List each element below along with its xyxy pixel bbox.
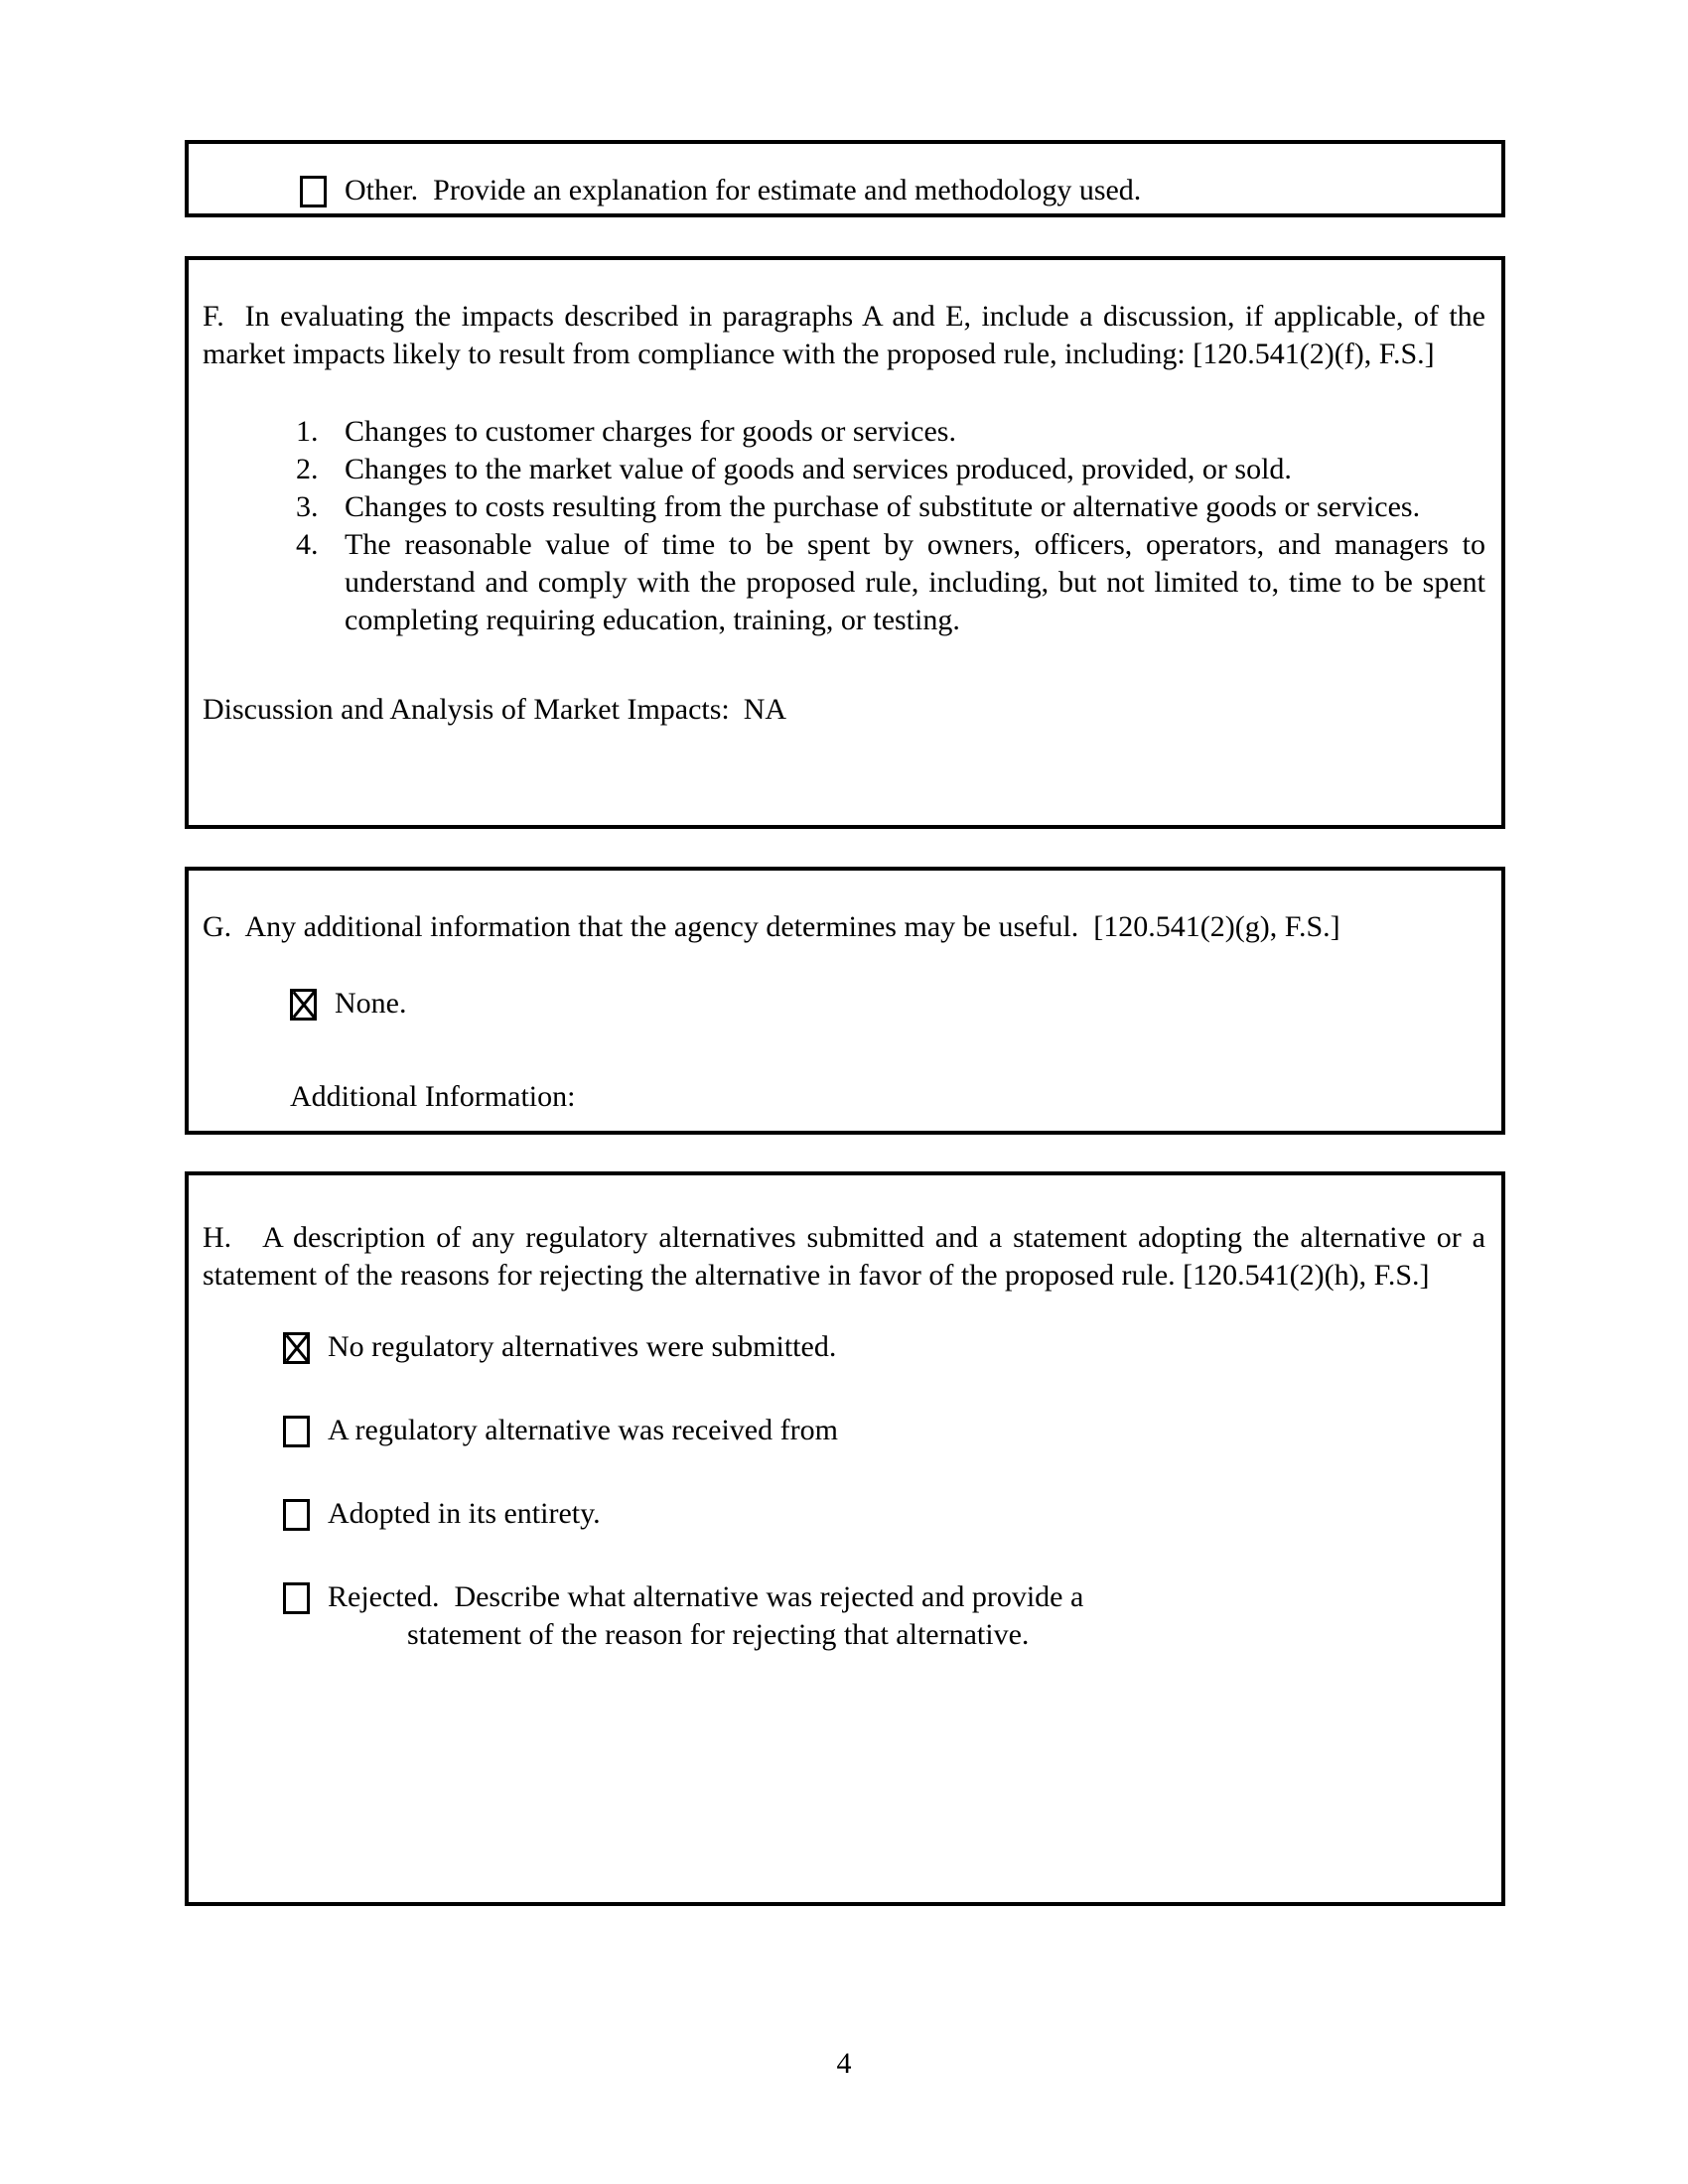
page-number: 4 <box>836 2047 852 2080</box>
other-checkbox[interactable] <box>300 176 327 207</box>
list-item-number: 2. <box>296 453 319 485</box>
adopted-checkbox[interactable] <box>283 1499 310 1531</box>
alternative-received-option-row <box>283 1412 1485 1449</box>
no-alternatives-label: No regulatory alternatives were submitted. <box>328 1330 837 1363</box>
rejected-label <box>328 1578 1083 1654</box>
rejected-label-line2: statement of the reason for rejecting that alternative. <box>407 1618 1030 1651</box>
rejected-checkbox[interactable] <box>283 1582 310 1614</box>
list-item-text: Changes to costs resulting from the purchase of substitute or alternative goods or services. <box>345 490 1421 523</box>
none-option-row <box>290 985 1485 1023</box>
rejected-option-row <box>283 1578 1485 1654</box>
alternative-received-checkbox[interactable] <box>283 1416 310 1447</box>
section-h-heading: H. A description of any regulatory alternatives submitted and a statement adopting the alternative or a statement of the reasons for rejecting the alternative in favor of the proposed rule. [120.541(2)(h), F.S.] <box>203 1221 1485 1292</box>
list-item <box>296 526 1485 639</box>
list-item-text: The reasonable value of time to be spent by owners, officers, operators, and managers to understand and comply with the proposed rule, including, but not limited to, time to be spent completing requiring education, training, or testing. <box>345 528 1485 636</box>
other-estimate-box <box>185 140 1505 217</box>
market-impacts-list <box>296 413 1485 639</box>
other-option-row <box>300 172 1141 209</box>
section-g-heading: G. Any additional information that the agency determines may be useful. [120.541(2)(g), F.S.] <box>203 910 1340 943</box>
discussion-line <box>203 691 1485 729</box>
discussion-label: Discussion and Analysis of Market Impacts: <box>203 693 730 726</box>
list-item <box>296 413 1485 451</box>
adopted-label: Adopted in its entirety. <box>328 1497 601 1530</box>
rejected-label-line1: Rejected. Describe what alternative was rejected and provide a <box>328 1580 1084 1613</box>
none-checkbox[interactable] <box>290 989 317 1021</box>
list-item-number: 4. <box>296 528 319 561</box>
section-f-heading: F. In evaluating the impacts described in paragraphs A and E, include a discussion, if applicable, of the market impacts likely to result from compliance with the proposed rule, including: [120.541(2)(f), F.S.] <box>203 300 1485 370</box>
list-item-text: Changes to the market value of goods and services produced, provided, or sold. <box>345 453 1292 485</box>
alternative-received-label: A regulatory alternative was received from <box>328 1414 838 1446</box>
none-checkbox-label: None. <box>335 987 407 1020</box>
list-item-number: 3. <box>296 490 319 523</box>
discussion-value: NA <box>743 693 787 726</box>
other-checkbox-label: Other. Provide an explanation for estimate and methodology used. <box>345 174 1142 206</box>
additional-information-label: Additional Information: <box>290 1080 576 1113</box>
section-f-box <box>185 256 1505 829</box>
list-item <box>296 488 1485 526</box>
list-item-text: Changes to customer charges for goods or services. <box>345 415 956 448</box>
no-alternatives-option-row <box>283 1328 1485 1366</box>
list-item <box>296 451 1485 488</box>
adopted-option-row <box>283 1495 1485 1533</box>
list-item-number: 1. <box>296 415 319 448</box>
section-h-box <box>185 1171 1505 1906</box>
no-alternatives-checkbox[interactable] <box>283 1332 310 1364</box>
section-g-box <box>185 867 1505 1135</box>
